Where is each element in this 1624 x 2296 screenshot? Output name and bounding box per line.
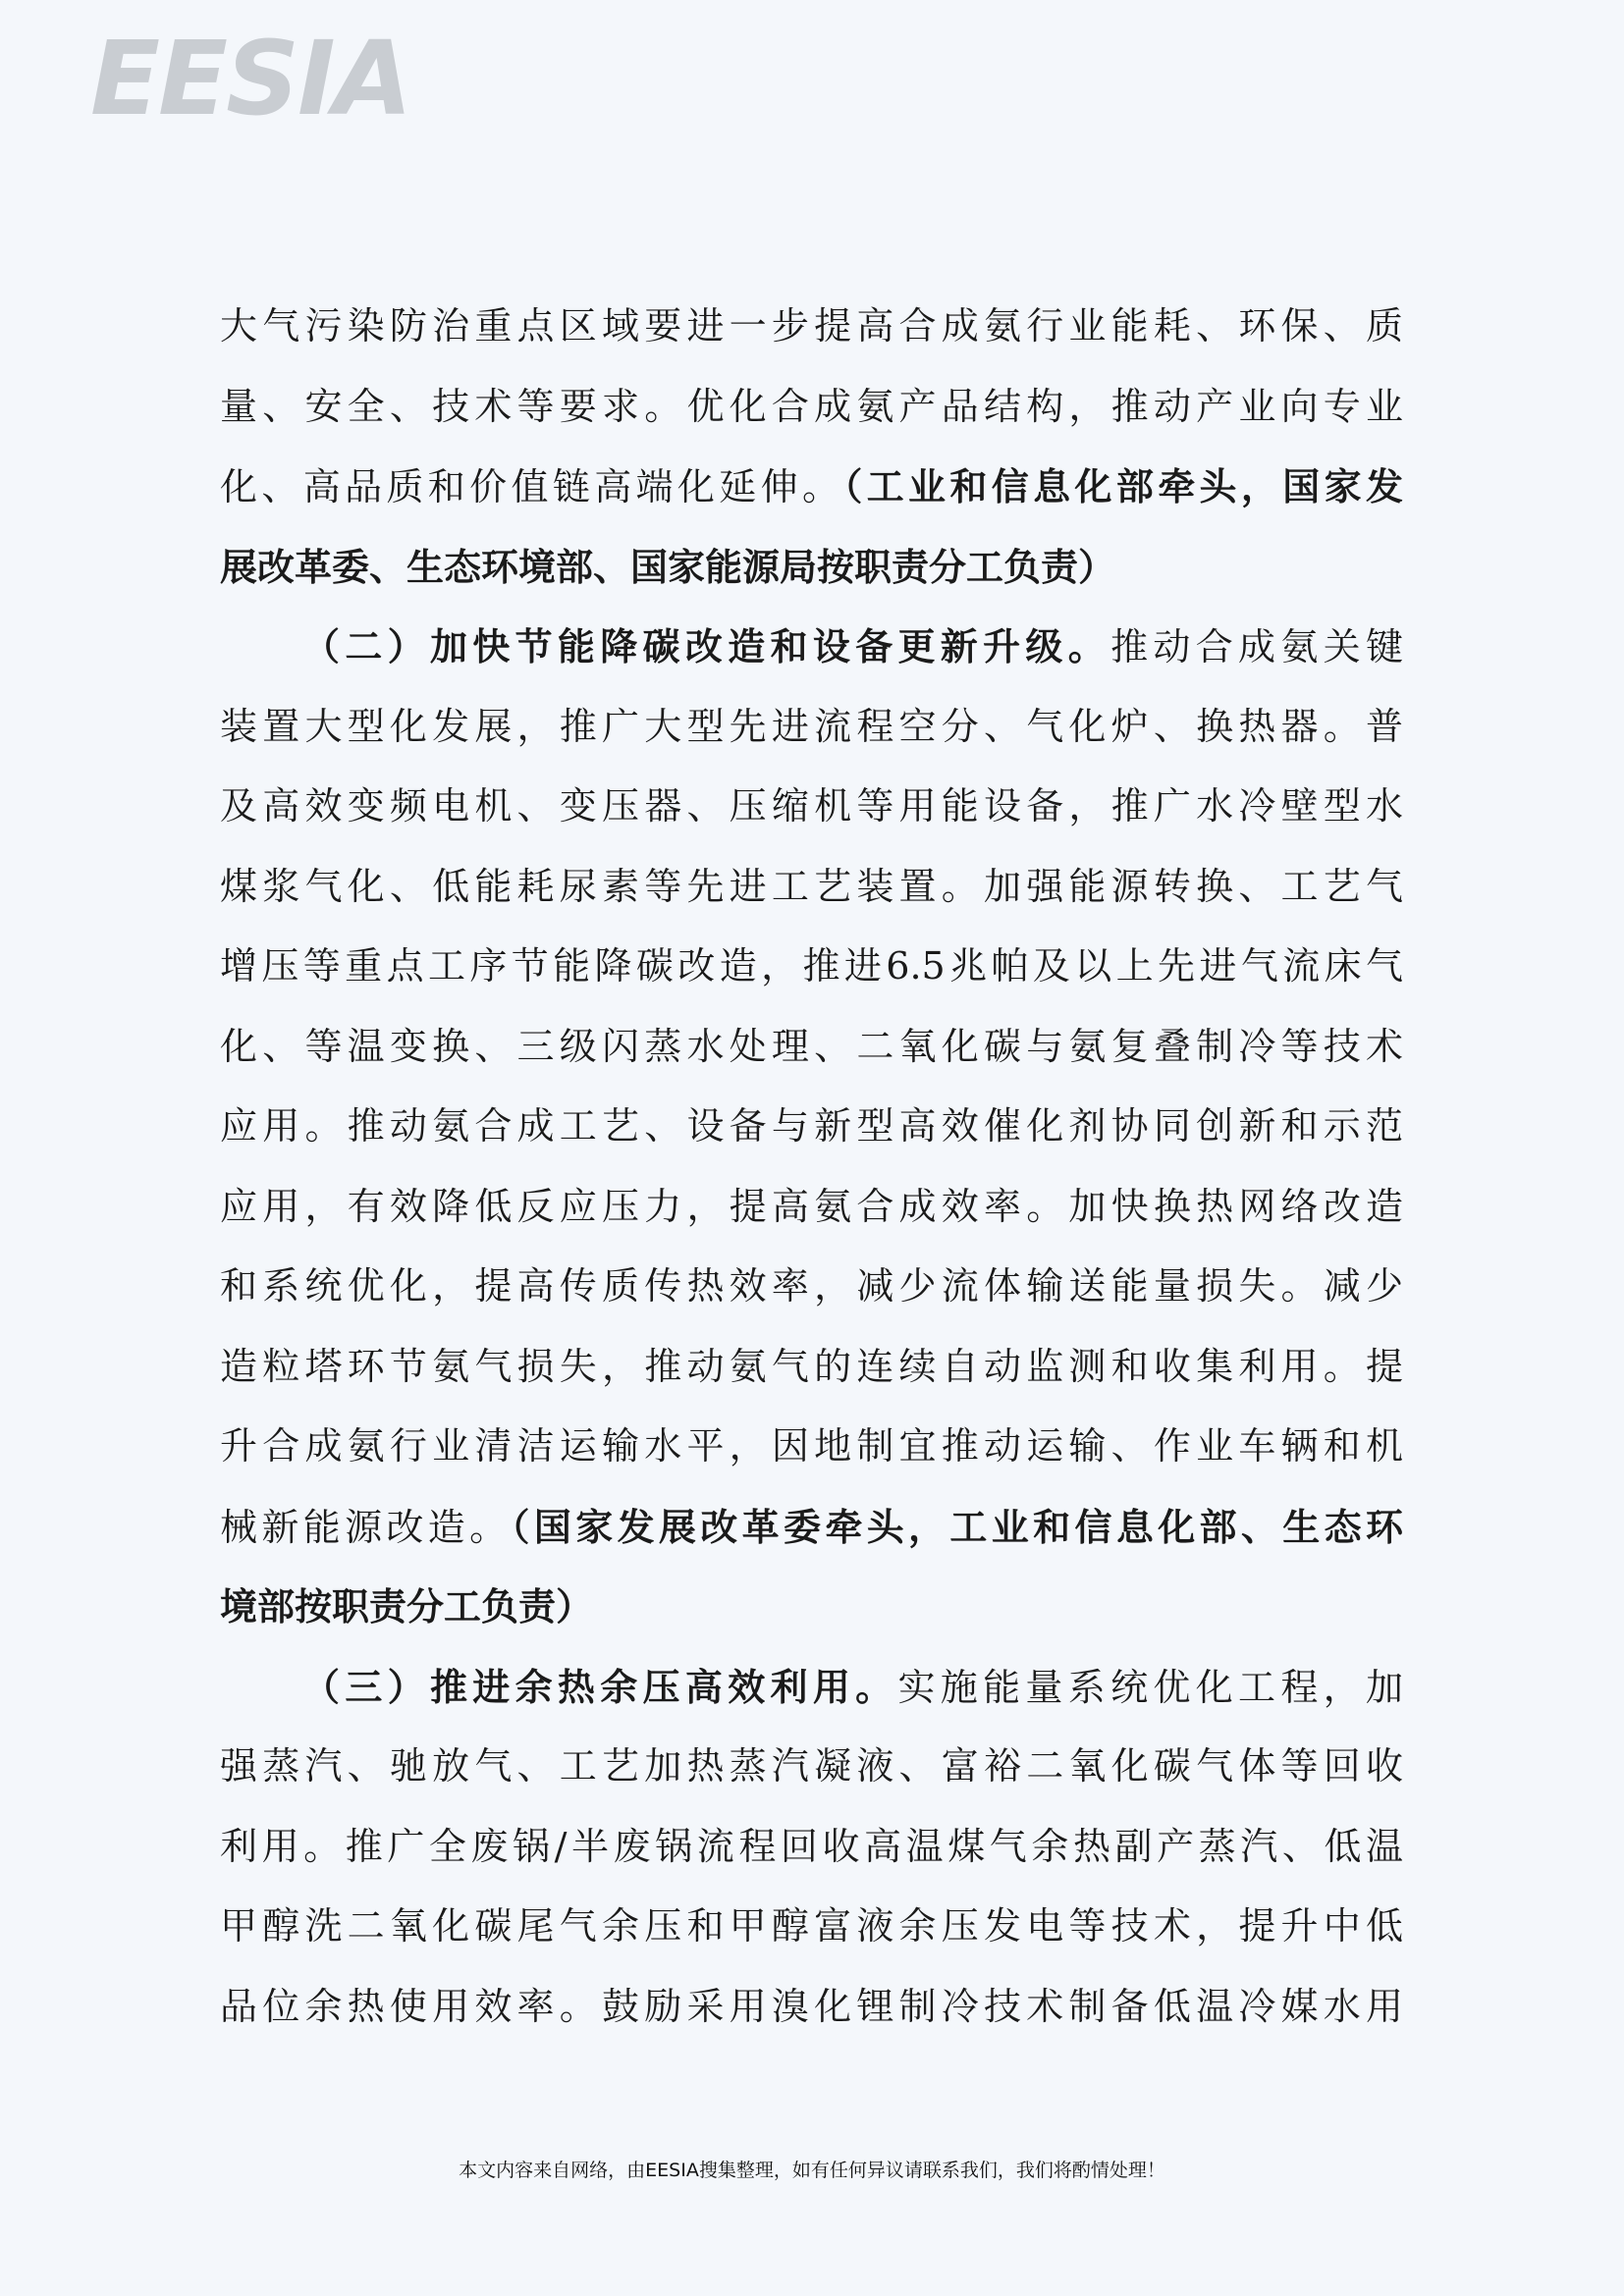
text-line: 大气污染防治重点区域要进一步提高合成氨行业能耗、环保、质 (220, 304, 1403, 347)
text-line: 械新能源改造。（国家发展改革委牵头，工业和信息化部、生态环 (220, 1504, 1403, 1549)
section-heading-line: （三）推进余热余压高效利用。实施能量系统优化工程，加 (302, 1664, 1403, 1709)
section-heading-line: （二）加快节能降碳改造和设备更新升级。推动合成氨关键 (302, 624, 1403, 668)
text-line: 和系统优化，提高传质传热效率，减少流体输送能量损失。减少 (220, 1264, 1403, 1308)
text-line: 煤浆气化、低能耗尿素等先进工艺装置。加强能源转换、工艺气 (220, 864, 1403, 908)
text-line: 展改革委、生态环境部、国家能源局按职责分工负责） (220, 544, 1116, 589)
text-line: 化、高品质和价值链高端化延伸。（工业和信息化部牵头，国家发 (220, 464, 1403, 508)
text-line: 甲醇洗二氧化碳尾气余压和甲醇富液余压发电等技术，提升中低 (220, 1904, 1403, 1948)
eesia-logo: EESIA (90, 19, 411, 138)
text-line: 增压等重点工序节能降碳改造，推进6.5兆帕及以上先进气流床气 (220, 944, 1403, 988)
text-line: 化、等温变换、三级闪蒸水处理、二氧化碳与氨复叠制冷等技术 (220, 1024, 1403, 1068)
text-line: 强蒸汽、驰放气、工艺加热蒸汽凝液、富裕二氧化碳气体等回收 (220, 1744, 1403, 1788)
text-line: 品位余热使用效率。鼓励采用溴化锂制冷技术制备低温冷媒水用 (220, 1984, 1403, 2028)
text-line: 升合成氨行业清洁运输水平，因地制宜推动运输、作业车辆和机 (220, 1424, 1403, 1468)
text-line: 应用。推动氨合成工艺、设备与新型高效催化剂协同创新和示范 (220, 1104, 1403, 1148)
text-line: 境部按职责分工负责） (220, 1584, 594, 1629)
text-line: 应用，有效降低反应压力，提高氨合成效率。加快换热网络改造 (220, 1184, 1403, 1228)
document-body (220, 287, 1403, 2047)
text-line: 量、安全、技术等要求。优化合成氨产品结构，推动产业向专业 (220, 384, 1403, 428)
section-heading: （三）推进余热余压高效利用。 (302, 1664, 898, 1709)
footer-disclaimer: 本文内容来自网络，由EESIA搜集整理，如有任何异议请联系我们，我们将酌情处理！ (459, 2160, 1165, 2181)
section-heading: （二）加快节能降碳改造和设备更新升级。 (302, 624, 1111, 668)
text-line: 装置大型化发展，推广大型先进流程空分、气化炉、换热器。普 (220, 704, 1403, 748)
text-line: 及高效变频电机、变压器、压缩机等用能设备，推广水冷壁型水 (220, 784, 1403, 828)
text-line: 利用。推广全废锅/半废锅流程回收高温煤气余热副产蒸汽、低温 (220, 1824, 1403, 1868)
text-line: 造粒塔环节氨气损失，推动氨气的连续自动监测和收集利用。提 (220, 1344, 1403, 1388)
